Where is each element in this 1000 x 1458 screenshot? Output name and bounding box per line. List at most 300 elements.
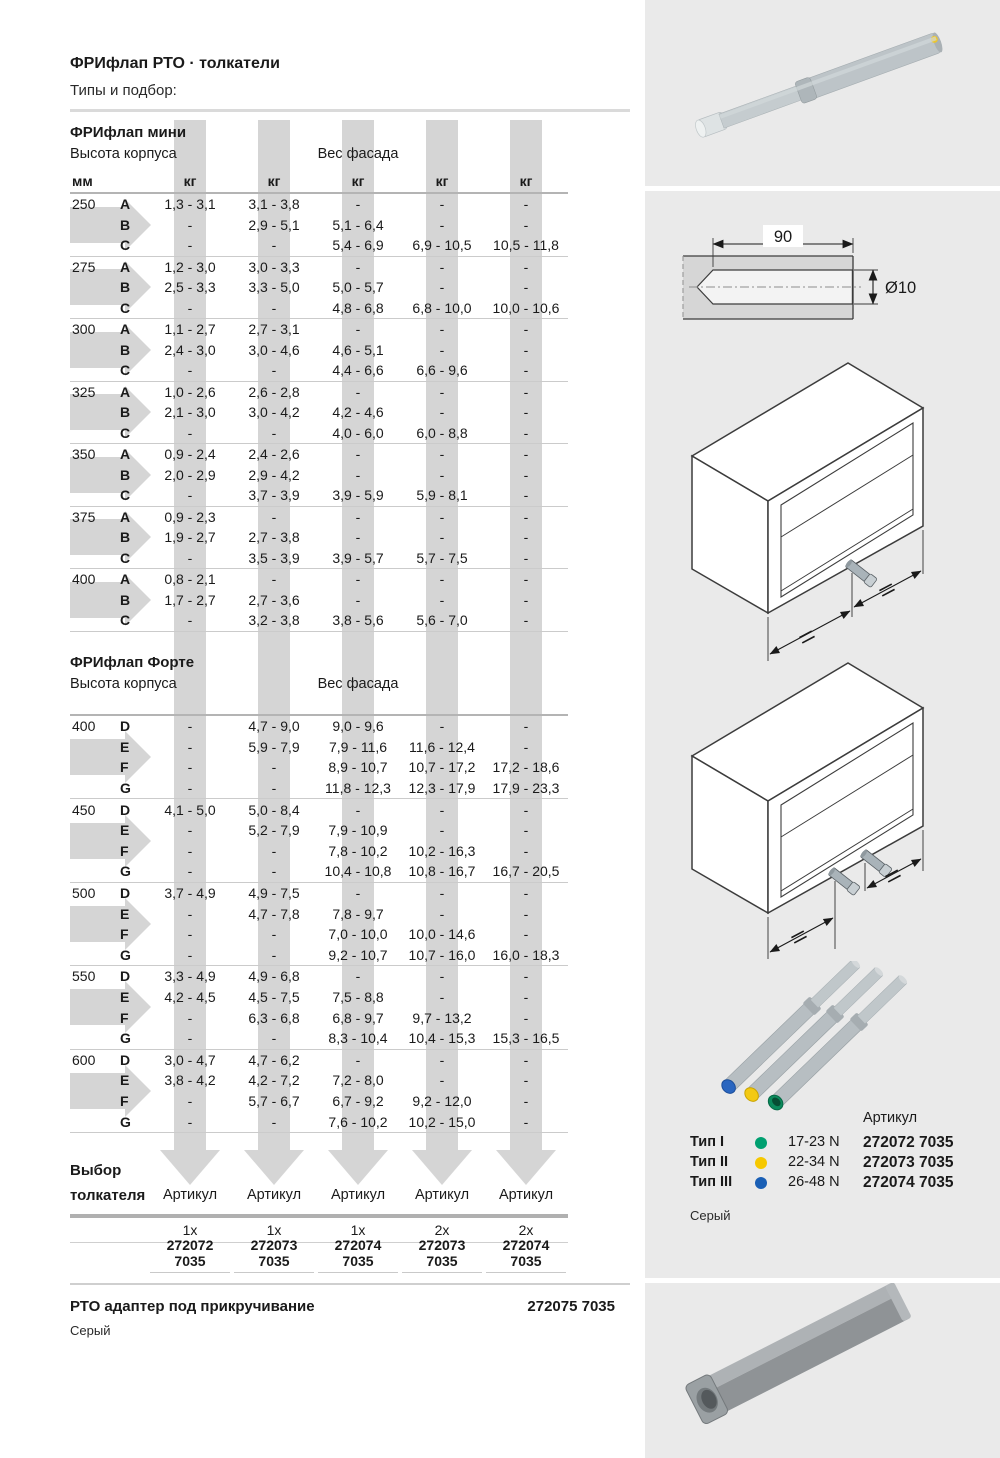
weight-range-cell: - <box>355 591 361 608</box>
weight-range-cell: 3,8 - 4,2 <box>164 1072 216 1089</box>
type-letter-cell: C <box>120 612 131 629</box>
type-color-dot-icon <box>755 1157 767 1169</box>
weight-range-cell: 11,8 - 12,3 <box>325 780 391 797</box>
type-letter-cell: E <box>120 822 130 839</box>
drill-hole-drawing <box>645 191 1000 341</box>
legend-row <box>645 1154 1000 1174</box>
table-row <box>70 924 568 945</box>
table-group <box>70 966 568 1049</box>
table-group <box>70 1050 568 1133</box>
weight-range-cell: 2,9 - 5,1 <box>248 216 300 233</box>
type-color-dot-icon <box>755 1137 767 1149</box>
weight-range-cell: 4,2 - 4,6 <box>332 404 384 421</box>
weight-range-cell: - <box>271 926 277 943</box>
article-number-cell: 272072 7035 <box>150 1237 230 1273</box>
weight-range-cell: - <box>439 1072 445 1089</box>
weight-range-cell: 1,1 - 2,7 <box>164 321 216 338</box>
weight-range-cell: 4,1 - 5,0 <box>164 801 216 818</box>
weight-range-cell: - <box>187 299 193 316</box>
article-number-cell: 272073 7035 <box>402 1237 482 1273</box>
weight-range-cell: - <box>439 341 445 358</box>
weight-range-cell: 5,1 - 6,4 <box>332 216 384 233</box>
weight-range-cell: - <box>523 1092 529 1109</box>
table-row <box>70 402 568 423</box>
type-letter-cell: E <box>120 905 130 922</box>
weight-range-cell: - <box>355 885 361 902</box>
weight-range-cell: 2,7 - 3,8 <box>248 529 300 546</box>
weight-range-cell: - <box>523 508 529 525</box>
article-header-cell: Артикул <box>162 1187 218 1203</box>
weight-range-cell: 1,0 - 2,6 <box>164 383 216 400</box>
type-letter-cell: C <box>120 299 131 316</box>
weight-range-cell: 2,5 - 3,3 <box>164 279 216 296</box>
diagram-panel <box>645 191 1000 1278</box>
adapter-section <box>70 1283 630 1338</box>
table-row <box>70 883 568 904</box>
weight-range-cell: - <box>523 968 529 985</box>
weight-range-cell: - <box>187 842 193 859</box>
weight-range-cell: 10,4 - 10,8 <box>324 863 392 880</box>
article-number-label: 272072 7035 <box>863 1134 954 1151</box>
weight-range-cell: - <box>271 759 277 776</box>
weight-range-cell: 8,3 - 10,4 <box>328 1030 388 1047</box>
pusher-type-2-yellow <box>741 964 886 1105</box>
weight-range-cell: 7,8 - 9,7 <box>332 905 384 922</box>
weight-range-cell: - <box>523 196 529 213</box>
type-letter-cell: A <box>120 446 131 463</box>
weight-range-cell: 3,7 - 3,9 <box>248 487 300 504</box>
legend-row <box>645 1134 1000 1154</box>
weight-range-cell: 9,0 - 9,6 <box>332 718 384 735</box>
table-row <box>70 319 568 340</box>
table-row <box>70 1111 568 1132</box>
weight-range-cell: - <box>523 822 529 839</box>
weight-range-cell: 7,0 - 10,0 <box>328 926 388 943</box>
table-row <box>70 757 568 778</box>
pusher-photo <box>645 0 1000 186</box>
weight-range-cell: - <box>439 591 445 608</box>
table-row <box>70 820 568 841</box>
weight-range-cell: 4,7 - 9,0 <box>248 718 300 735</box>
type-letter-cell: G <box>120 1113 131 1130</box>
weight-range-cell: - <box>187 216 193 233</box>
type-letter-cell: A <box>120 571 131 588</box>
weight-range-cell: - <box>523 801 529 818</box>
table-row <box>70 861 568 882</box>
article-header-cell: Артикул <box>498 1187 554 1203</box>
type-letter-cell: B <box>120 404 131 421</box>
table-row <box>70 737 568 758</box>
weight-range-cell: - <box>271 863 277 880</box>
weight-range-cell: - <box>271 780 277 797</box>
weight-range-cell: - <box>355 258 361 275</box>
weight-range-cell: 4,7 - 7,8 <box>248 905 300 922</box>
legend-article-header: Артикул <box>863 1110 918 1126</box>
table-group <box>70 799 568 882</box>
table-row <box>70 465 568 486</box>
legend-row <box>645 1174 1000 1194</box>
weight-range-cell: 10,5 - 11,8 <box>493 237 559 254</box>
type-letter-cell: G <box>120 1030 131 1047</box>
type-label: Тип I <box>690 1134 725 1150</box>
weight-range-cell: 10,2 - 15,0 <box>408 1113 476 1130</box>
weight-range-cell: - <box>439 466 445 483</box>
table-forte <box>70 650 630 1133</box>
weight-range-cell: - <box>355 968 361 985</box>
pusher-type-1-green <box>765 972 911 1111</box>
weight-range-cell: - <box>187 1030 193 1047</box>
table-group <box>70 382 568 445</box>
type-letter-cell: D <box>120 1051 131 1068</box>
weight-range-cell: - <box>523 591 529 608</box>
table-mini-rows <box>70 194 568 632</box>
weight-range-cell: 3,9 - 5,9 <box>332 487 384 504</box>
weight-range-cell: 2,9 - 4,2 <box>248 466 300 483</box>
table-group <box>70 444 568 507</box>
table-group <box>70 194 568 257</box>
table-row <box>70 1091 568 1112</box>
weight-range-cell: - <box>439 968 445 985</box>
count-cell: 1x <box>350 1222 366 1238</box>
weight-range-cell: 0,9 - 2,3 <box>164 508 216 525</box>
weight-range-cell: - <box>355 1051 361 1068</box>
weight-range-cell: 3,0 - 3,3 <box>248 258 300 275</box>
type-letter-cell: A <box>120 321 131 338</box>
table-mini <box>70 120 630 632</box>
table-row <box>70 423 568 444</box>
weight-range-cell: - <box>523 1072 529 1089</box>
weight-range-cell: 15,3 - 16,5 <box>492 1030 560 1047</box>
article-number-cell: 272074 7035 <box>318 1237 398 1273</box>
weight-range-cell: 4,5 - 7,5 <box>248 989 300 1006</box>
carcase-height-cell: 550 <box>72 968 96 985</box>
adapter-divider <box>70 1283 630 1285</box>
weight-range-cell: - <box>187 946 193 963</box>
weight-range-cell: 5,7 - 6,7 <box>248 1092 300 1109</box>
weight-range-cell: - <box>439 258 445 275</box>
weight-range-cell: 7,9 - 10,9 <box>328 822 388 839</box>
weight-range-cell: 4,2 - 4,5 <box>164 989 216 1006</box>
weight-range-cell: - <box>271 946 277 963</box>
weight-range-cell: 2,4 - 3,0 <box>164 341 216 358</box>
weight-range-cell: - <box>271 508 277 525</box>
weight-range-cell: 3,2 - 3,8 <box>248 612 300 629</box>
pusher-selection <box>70 1162 630 1267</box>
carcase-height-cell: 325 <box>72 383 96 400</box>
weight-range-cell: 3,0 - 4,6 <box>248 341 300 358</box>
table-forte-title: ФРИфлап Форте <box>70 654 195 671</box>
adapter-photo <box>645 1283 1000 1458</box>
table-row <box>70 340 568 361</box>
table-forte-labels <box>70 676 630 700</box>
weight-range-cell: 0,9 - 2,4 <box>164 446 216 463</box>
weight-range-cell: 9,2 - 10,7 <box>328 946 388 963</box>
weight-range-cell: 5,0 - 5,7 <box>332 279 384 296</box>
weight-range-cell: 3,8 - 5,6 <box>332 612 384 629</box>
weight-range-cell: - <box>523 549 529 566</box>
carcase-height-cell: 600 <box>72 1051 96 1068</box>
weight-range-cell: 2,1 - 3,0 <box>164 404 216 421</box>
type-letter-cell: A <box>120 508 131 525</box>
weight-range-cell: - <box>187 759 193 776</box>
type-letter-cell: C <box>120 362 131 379</box>
cabinet-diagram-single-pusher <box>645 351 1000 661</box>
weight-range-cell: - <box>355 529 361 546</box>
table-group <box>70 507 568 570</box>
type-letter-cell: G <box>120 780 131 797</box>
carcase-height-cell: 450 <box>72 801 96 818</box>
weight-range-cell: 4,2 - 7,2 <box>248 1072 300 1089</box>
weight-range-cell: - <box>355 196 361 213</box>
weight-range-cell: 1,9 - 2,7 <box>164 529 216 546</box>
unit-kg-label: кг <box>183 173 197 189</box>
weight-range-cell: - <box>187 926 193 943</box>
weight-range-cell: - <box>271 424 277 441</box>
weight-range-cell: - <box>187 718 193 735</box>
table-row <box>70 987 568 1008</box>
weight-range-cell: - <box>355 801 361 818</box>
weight-range-cell: - <box>523 404 529 421</box>
count-cell: 1x <box>266 1222 282 1238</box>
weight-range-cell: 11,6 - 12,4 <box>409 738 475 755</box>
weight-range-cell: 7,5 - 8,8 <box>332 989 384 1006</box>
weight-range-cell: 3,3 - 4,9 <box>164 968 216 985</box>
carcase-height-label: Высота корпуса <box>70 676 177 692</box>
weight-range-cell: - <box>523 529 529 546</box>
weight-range-cell: - <box>355 571 361 588</box>
weight-range-cell: - <box>523 362 529 379</box>
weight-range-cell: - <box>271 1030 277 1047</box>
weight-range-cell: 7,6 - 10,2 <box>328 1113 388 1130</box>
weight-range-cell: 4,7 - 6,2 <box>248 1051 300 1068</box>
type-letter-cell: G <box>120 863 131 880</box>
weight-range-cell: 10,4 - 15,3 <box>408 1030 476 1047</box>
weight-range-cell: 1,3 - 3,1 <box>164 196 216 213</box>
weight-range-cell: 5,9 - 8,1 <box>416 487 468 504</box>
table-group <box>70 319 568 382</box>
type-letter-cell: A <box>120 258 131 275</box>
table-row <box>70 235 568 256</box>
weight-range-cell: 7,9 - 11,6 <box>328 738 388 755</box>
table-row <box>70 945 568 966</box>
type-letter-cell: F <box>120 926 129 943</box>
weight-range-cell: 9,2 - 12,0 <box>412 1092 472 1109</box>
weight-range-cell: - <box>187 549 193 566</box>
weight-range-cell: 10,7 - 16,0 <box>408 946 476 963</box>
table-row <box>70 382 568 403</box>
table-row <box>70 507 568 528</box>
weight-range-cell: - <box>271 362 277 379</box>
weight-range-cell: - <box>439 404 445 421</box>
unit-kg-label: кг <box>351 173 365 189</box>
weight-range-cell: 3,0 - 4,7 <box>164 1051 216 1068</box>
weight-range-cell: - <box>187 1092 193 1109</box>
weight-range-cell: - <box>439 279 445 296</box>
weight-range-cell: 5,6 - 7,0 <box>416 612 468 629</box>
table-row <box>70 277 568 298</box>
selection-article-header-row <box>70 1184 568 1206</box>
weight-range-cell: - <box>523 571 529 588</box>
weight-range-cell: 0,8 - 2,1 <box>164 571 216 588</box>
adapter-title: РТО адаптер под прикручивание <box>70 1298 315 1315</box>
weight-range-cell: 10,2 - 16,3 <box>408 842 476 859</box>
weight-range-cell: 17,2 - 18,6 <box>492 759 560 776</box>
selection-label-line1: Выбор <box>70 1162 122 1179</box>
weight-range-cell: - <box>439 446 445 463</box>
weight-range-cell: - <box>187 780 193 797</box>
type-letter-cell: C <box>120 237 131 254</box>
carcase-height-cell: 350 <box>72 446 96 463</box>
weight-range-cell: 17,9 - 23,3 <box>492 780 560 797</box>
selection-tables <box>70 120 630 1275</box>
type-letter-cell: F <box>120 759 129 776</box>
carcase-height-cell: 275 <box>72 258 96 275</box>
type-letter-cell: B <box>120 529 131 546</box>
weight-range-cell: 7,2 - 8,0 <box>332 1072 384 1089</box>
weight-range-cell: 3,9 - 5,7 <box>332 549 384 566</box>
force-range-label: 17-23 N <box>788 1134 840 1150</box>
unit-kg-label: кг <box>435 173 449 189</box>
weight-range-cell: - <box>523 885 529 902</box>
table-row <box>70 257 568 278</box>
article-number-cell: 272073 7035 <box>234 1237 314 1273</box>
weight-range-cell: - <box>355 446 361 463</box>
weight-range-cell: - <box>439 801 445 818</box>
weight-range-cell: - <box>439 571 445 588</box>
weight-range-cell: 2,4 - 2,6 <box>248 446 300 463</box>
weight-range-cell: - <box>523 258 529 275</box>
weight-range-cell: - <box>439 718 445 735</box>
weight-range-cell: 16,7 - 20,5 <box>492 863 560 880</box>
pusher-icon <box>844 558 878 588</box>
weight-range-cell: - <box>439 1051 445 1068</box>
weight-range-cell: - <box>271 842 277 859</box>
type-letter-cell: F <box>120 1092 129 1109</box>
weight-range-cell: - <box>355 383 361 400</box>
length-dimension-label: 90 <box>773 228 793 246</box>
weight-range-cell: 10,0 - 10,6 <box>492 299 560 316</box>
weight-range-cell: - <box>523 1113 529 1130</box>
weight-range-cell: - <box>439 216 445 233</box>
table-row <box>70 903 568 924</box>
weight-range-cell: - <box>439 989 445 1006</box>
article-header-cell: Артикул <box>246 1187 302 1203</box>
weight-range-cell: - <box>439 321 445 338</box>
unit-kg-label: кг <box>267 173 281 189</box>
weight-range-cell: 3,3 - 5,0 <box>248 279 300 296</box>
weight-range-cell: - <box>187 1009 193 1026</box>
weight-range-cell: - <box>523 842 529 859</box>
weight-range-cell: - <box>187 1113 193 1130</box>
carcase-height-cell: 250 <box>72 196 96 213</box>
weight-range-cell: - <box>439 529 445 546</box>
type-letter-cell: C <box>120 424 131 441</box>
weight-range-cell: 6,7 - 9,2 <box>332 1092 384 1109</box>
front-weight-label: Вес фасада <box>317 676 399 692</box>
weight-range-cell: - <box>187 612 193 629</box>
type-letter-cell: D <box>120 968 131 985</box>
type-letter-cell: B <box>120 341 131 358</box>
weight-range-cell: - <box>523 216 529 233</box>
table-group <box>70 883 568 966</box>
count-cell: 2x <box>518 1222 534 1238</box>
page-subtitle: Типы и подбор: <box>70 82 177 99</box>
weight-range-cell: - <box>523 383 529 400</box>
weight-range-cell: - <box>271 237 277 254</box>
weight-range-cell: - <box>439 905 445 922</box>
table-row <box>70 1070 568 1091</box>
selection-articles-row <box>70 1237 568 1269</box>
table-row <box>70 716 568 737</box>
weight-range-cell: - <box>523 1051 529 1068</box>
type-letter-cell: C <box>120 549 131 566</box>
table-row <box>70 485 568 506</box>
weight-range-cell: 2,6 - 2,8 <box>248 383 300 400</box>
weight-range-cell: - <box>523 341 529 358</box>
weight-range-cell: 3,1 - 3,8 <box>248 196 300 213</box>
table-row <box>70 1050 568 1071</box>
type-letter-cell: F <box>120 1009 129 1026</box>
weight-range-cell: - <box>187 738 193 755</box>
adapter-photo-panel <box>645 1283 1000 1458</box>
weight-range-cell: - <box>523 279 529 296</box>
pusher-types-photo <box>645 961 1000 1111</box>
table-row <box>70 444 568 465</box>
equal-spacing-mark <box>791 931 806 943</box>
carcase-height-cell: 400 <box>72 571 96 588</box>
adapter-color-note: Серый <box>70 1323 111 1338</box>
weight-range-cell: - <box>523 612 529 629</box>
carcase-height-cell: 400 <box>72 718 96 735</box>
table-row <box>70 298 568 319</box>
table-row <box>70 799 568 820</box>
table-row <box>70 610 568 631</box>
weight-range-cell: 2,0 - 2,9 <box>164 466 216 483</box>
type-letter-cell: B <box>120 216 131 233</box>
table-row <box>70 194 568 215</box>
weight-range-cell: 4,4 - 6,6 <box>332 362 384 379</box>
weight-range-cell: - <box>523 466 529 483</box>
type-label: Тип III <box>690 1174 733 1190</box>
carcase-height-cell: 500 <box>72 885 96 902</box>
weight-range-cell: - <box>523 738 529 755</box>
count-cell: 2x <box>434 1222 450 1238</box>
weight-range-cell: - <box>271 1113 277 1130</box>
table-row <box>70 215 568 236</box>
unit-kg-label: кг <box>519 173 533 189</box>
weight-range-cell: - <box>523 989 529 1006</box>
cabinet-diagram-double-pusher <box>645 651 1000 981</box>
weight-range-cell: 9,7 - 13,2 <box>412 1009 472 1026</box>
weight-range-cell: 4,9 - 6,8 <box>248 968 300 985</box>
document-header <box>70 55 630 112</box>
weight-range-cell: 6,6 - 9,6 <box>416 362 468 379</box>
weight-range-cell: 5,7 - 7,5 <box>416 549 468 566</box>
weight-range-cell: - <box>523 926 529 943</box>
weight-range-cell: 6,0 - 8,8 <box>416 424 468 441</box>
table-forte-rows <box>70 716 568 1133</box>
weight-range-cell: 1,7 - 2,7 <box>164 591 216 608</box>
weight-range-cell: 7,8 - 10,2 <box>328 842 388 859</box>
article-number-cell: 272074 7035 <box>486 1237 566 1273</box>
type-letter-cell: D <box>120 801 131 818</box>
type-letter-cell: A <box>120 196 131 213</box>
weight-range-cell: 16,0 - 18,3 <box>492 946 560 963</box>
weight-range-cell: 5,0 - 8,4 <box>248 801 300 818</box>
selection-label-line2: толкателя <box>70 1186 146 1204</box>
equal-spacing-mark <box>799 631 814 643</box>
type-letter-cell: C <box>120 487 131 504</box>
